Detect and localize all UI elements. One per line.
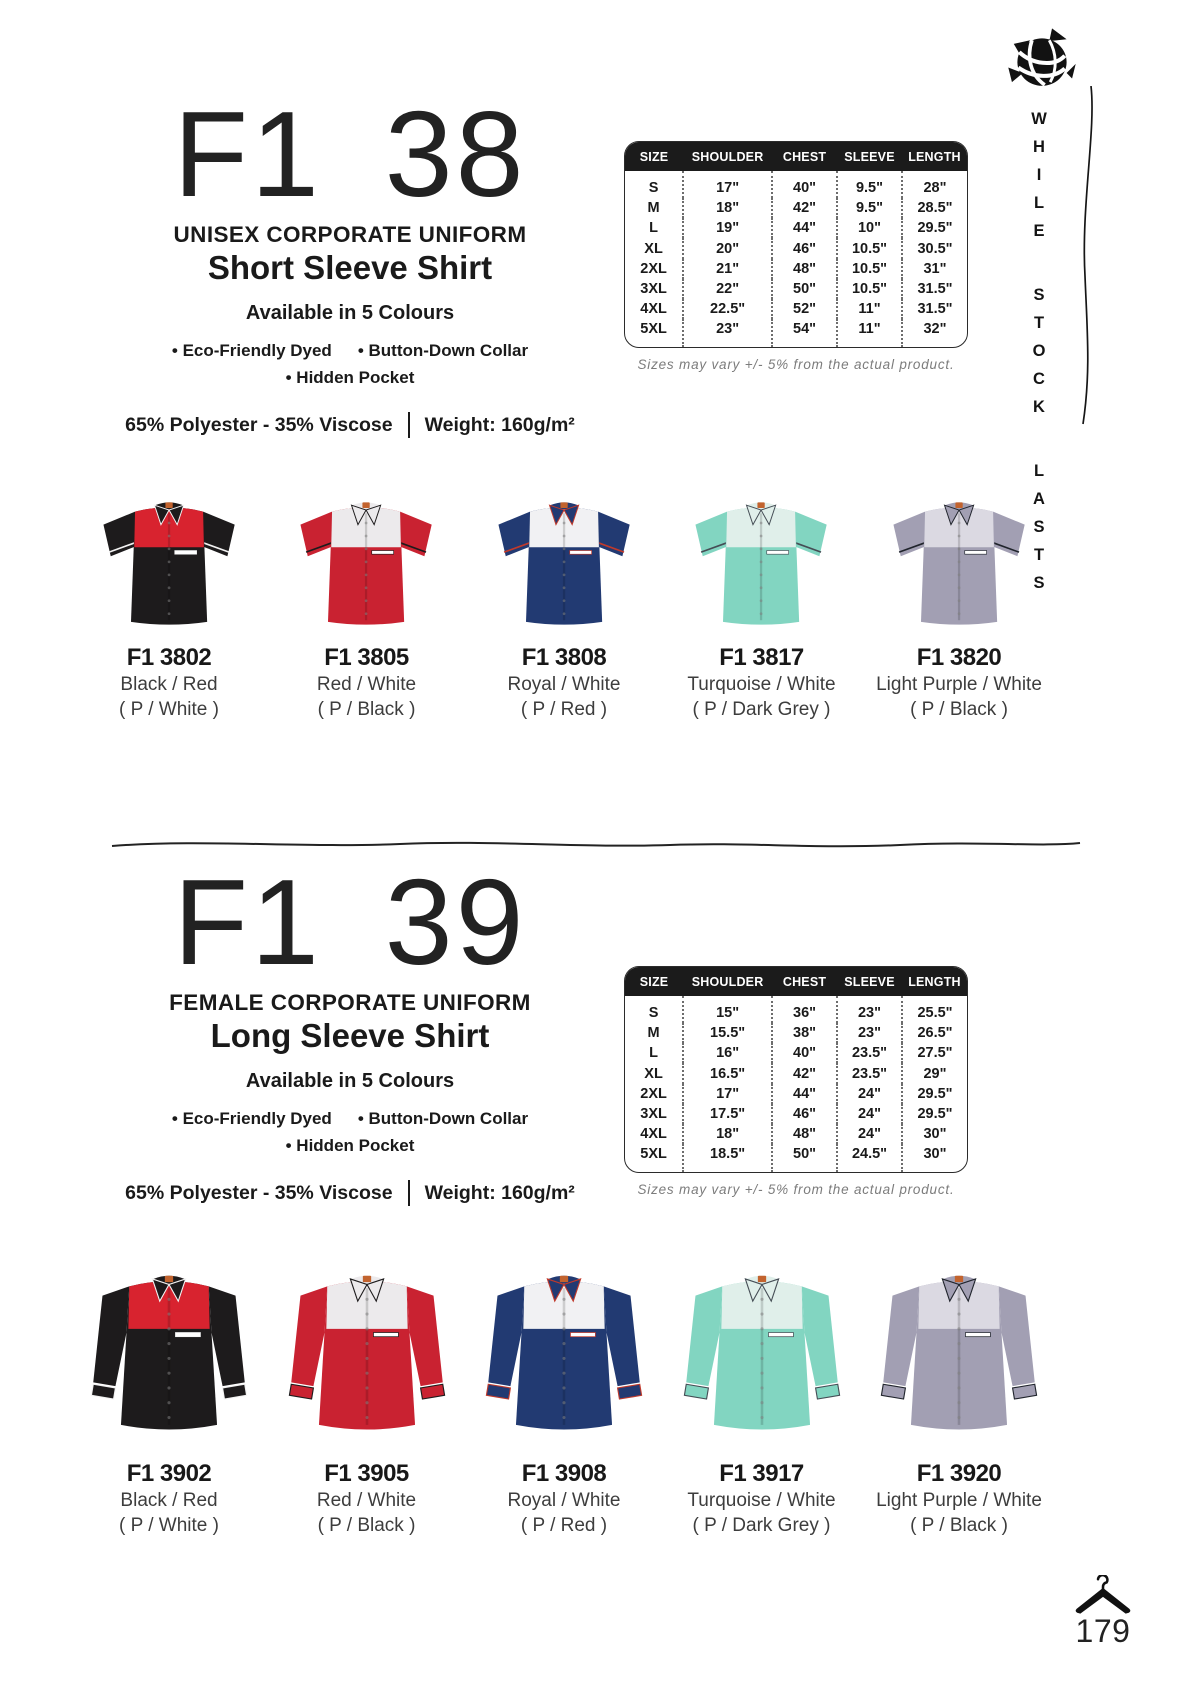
size-cell: 44" [772,1084,837,1104]
feature-item: • Eco-Friendly Dyed [172,1109,332,1129]
size-table-header-cell: CHEST [772,142,837,171]
size-cell: 9.5" [837,198,902,218]
product-colorway: Turquoise / White [687,674,836,695]
product-card [665,1240,859,1538]
size-cell: 2XL [640,260,667,277]
size-cell: L [649,220,658,237]
size-cell: 2XL [640,1085,667,1102]
size-cell: 28.5" [902,198,967,218]
size-table [624,141,968,348]
availability-label: Available in 5 Colours [245,1070,455,1093]
shirt-image-f1-3905 [270,1240,464,1450]
size-cell: 11" [837,299,902,319]
size-cell: 10.5" [837,238,902,258]
size-cell: 29.5" [902,1084,967,1104]
product-code: F1 3920 [916,1460,1002,1487]
product-info-block [100,86,600,438]
size-cell: 24" [837,1104,902,1124]
size-cell: 50" [772,279,837,299]
size-row [625,1063,967,1083]
size-cell: 31.5" [902,299,967,319]
size-cell: 27.5" [902,1043,967,1063]
size-table-header-cell: LENGTH [902,142,967,171]
size-row [625,171,967,198]
feature-item: • Hidden Pocket [286,1136,415,1156]
size-cell: 28" [902,171,967,198]
page-footer [1043,1575,1163,1650]
fabric-composition: 65% Polyester - 35% Viscose [125,413,393,436]
product-pocket-colour: ( P / Black ) [910,1515,1008,1537]
size-cell: 25.5" [902,996,967,1023]
size-row [625,996,967,1023]
size-cell: 22.5" [683,299,772,319]
size-cell: 46" [772,238,837,258]
size-cell: XL [644,240,663,257]
fabric-divider-bar [408,412,410,438]
product-code: F1 3917 [719,1460,804,1487]
size-cell: 29.5" [902,218,967,238]
feature-list [135,1109,565,1156]
size-note: Sizes may vary +/- 5% from the actual product. [637,1182,955,1198]
size-cell: 5XL [640,321,667,338]
product-colorway: Black / Red [120,674,218,695]
size-cell: 29" [902,1063,967,1083]
shirt-image-f1-3817 [665,476,859,634]
size-table-header-row [625,142,967,171]
size-cell: 31" [902,259,967,279]
size-cell: 40" [772,1043,837,1063]
size-cell: 23.5" [837,1063,902,1083]
fabric-weight: Weight: 160g/m² [424,1181,575,1204]
shirt-image-f1-3808 [467,476,661,634]
size-cell: L [649,1045,658,1062]
size-cell: 4XL [640,1126,667,1143]
size-cell: 52" [772,299,837,319]
availability-label: Available in 5 Colours [245,302,455,325]
product-code: F1 3802 [126,644,212,671]
size-cell: 19" [683,218,772,238]
product-card [72,476,266,722]
size-cell: 22" [683,279,772,299]
size-table-header-cell: SHOULDER [683,142,772,171]
fabric-spec [100,1180,600,1206]
size-row [625,1084,967,1104]
size-row [625,1124,967,1144]
size-cell: 17" [683,1084,772,1104]
product-card [467,476,661,722]
product-colorway: Red / White [316,1490,417,1511]
size-cell: S [648,180,659,196]
catalog-section-f1-39 [0,850,1191,1570]
size-cell: 15.5" [683,1023,772,1043]
product-pocket-colour: ( P / Dark Grey ) [692,699,831,721]
product-card [862,1240,1056,1538]
size-cell: 16" [683,1043,772,1063]
size-table-header-cell: SLEEVE [837,967,902,996]
size-cell: 36" [772,996,837,1023]
size-cell: 44" [772,218,837,238]
product-code: F1 3902 [126,1460,212,1487]
size-row [625,299,967,319]
size-cell: 23.5" [837,1043,902,1063]
size-table-header-cell: SIZE [625,142,683,171]
size-table-header-row [625,967,967,996]
feature-item: • Button-Down Collar [358,1109,528,1129]
size-row [625,279,967,299]
product-info-block [100,854,600,1206]
size-chart [624,141,968,372]
size-table-header-cell: SIZE [625,967,683,996]
size-cell: 30.5" [902,238,967,258]
product-row [72,476,1056,722]
size-cell: 11" [837,319,902,347]
feature-item: • Eco-Friendly Dyed [172,341,332,361]
product-row [72,1240,1056,1538]
size-row [625,1023,967,1043]
size-cell: 23" [683,319,772,347]
product-card [72,1240,266,1538]
product-card [665,476,859,722]
page-number: 179 [1075,1613,1131,1649]
section-divider-line [110,836,1082,852]
size-row [625,238,967,258]
size-cell: 17" [683,171,772,198]
size-cell: 24.5" [837,1144,902,1172]
size-row [625,319,967,347]
feature-item: • Button-Down Collar [358,341,528,361]
size-cell: 54" [772,319,837,347]
size-cell: 30" [902,1144,967,1172]
feature-list [135,341,565,388]
size-cell: 42" [772,198,837,218]
size-cell: S [648,1005,659,1021]
stock-banner-text: WHILE STOCK LASTS [1030,110,1048,602]
size-cell: 50" [772,1144,837,1172]
size-cell: 9.5" [837,171,902,198]
product-colorway: Royal / White [507,1490,621,1511]
size-cell: 30" [902,1124,967,1144]
product-type-label: Short Sleeve Shirt [207,249,493,287]
size-cell: 3XL [640,1105,667,1122]
shirt-image-f1-3802 [72,476,266,634]
product-colorway: Light Purple / White [876,1490,1042,1511]
shirt-image-f1-3920 [862,1240,1056,1450]
size-table-header-cell: SLEEVE [837,142,902,171]
size-table-header-cell: SHOULDER [683,967,772,996]
fabric-divider-bar [408,1180,410,1206]
size-cell: 42" [772,1063,837,1083]
size-chart [624,966,968,1197]
product-colorway: Royal / White [507,674,621,695]
product-code: F1 3817 [719,644,804,671]
size-cell: 3XL [640,280,667,297]
size-cell: 5XL [640,1146,667,1163]
shirt-image-f1-3820 [862,476,1056,634]
product-pocket-colour: ( P / White ) [119,1515,219,1537]
size-table-header-cell: LENGTH [902,967,967,996]
size-row [625,259,967,279]
size-cell: M [647,1025,660,1042]
size-cell: 26.5" [902,1023,967,1043]
size-cell: 48" [772,1124,837,1144]
product-code: F1 3905 [324,1460,409,1487]
size-row [625,1043,967,1063]
size-cell: 23" [837,996,902,1023]
fabric-composition: 65% Polyester - 35% Viscose [125,1181,393,1204]
size-note: Sizes may vary +/- 5% from the actual product. [637,357,955,373]
size-cell: 15" [683,996,772,1023]
product-code: F1 3908 [521,1460,607,1487]
product-colorway: Black / Red [120,1490,218,1511]
category-label: FEMALE CORPORATE UNIFORM [169,990,531,1016]
size-cell: XL [644,1065,663,1082]
section-title: F1 39 [173,854,527,990]
product-pocket-colour: ( P / White ) [119,699,219,721]
product-pocket-colour: ( P / Black ) [910,699,1008,721]
size-cell: 10.5" [837,279,902,299]
size-cell: M [647,200,660,217]
product-code: F1 3808 [521,644,607,671]
shirt-image-f1-3917 [665,1240,859,1450]
size-cell: 16.5" [683,1063,772,1083]
product-code: F1 3805 [324,644,409,671]
size-cell: 40" [772,171,837,198]
size-cell: 32" [902,319,967,347]
size-cell: 23" [837,1023,902,1043]
size-cell: 10" [837,218,902,238]
size-row [625,1144,967,1172]
hanger-icon [1074,1575,1132,1617]
product-pocket-colour: ( P / Red ) [520,699,608,721]
product-pocket-colour: ( P / Black ) [317,699,416,721]
size-table [624,966,968,1173]
shirt-image-f1-3902 [72,1240,266,1450]
shirt-image-f1-3908 [467,1240,661,1450]
size-table-header-cell: CHEST [772,967,837,996]
size-row [625,218,967,238]
fabric-weight: Weight: 160g/m² [424,413,575,436]
size-cell: 17.5" [683,1104,772,1124]
product-type-label: Long Sleeve Shirt [210,1017,490,1055]
product-colorway: Red / White [316,674,417,695]
section-title: F1 38 [173,86,527,222]
size-cell: 18" [683,1124,772,1144]
size-row [625,1104,967,1124]
size-cell: 20" [683,238,772,258]
size-cell: 46" [772,1104,837,1124]
size-cell: 18" [683,198,772,218]
product-card [862,476,1056,722]
size-cell: 24" [837,1124,902,1144]
size-row [625,198,967,218]
size-cell: 4XL [640,301,667,318]
product-colorway: Light Purple / White [876,674,1042,695]
shirt-image-f1-3805 [270,476,464,634]
size-cell: 18.5" [683,1144,772,1172]
size-cell: 31.5" [902,279,967,299]
product-card [270,1240,464,1538]
feature-item: • Hidden Pocket [286,368,415,388]
product-code: F1 3820 [916,644,1002,671]
size-cell: 24" [837,1084,902,1104]
product-card [467,1240,661,1538]
size-cell: 21" [683,259,772,279]
product-colorway: Turquoise / White [687,1490,836,1511]
product-pocket-colour: ( P / Dark Grey ) [692,1515,831,1537]
product-card [270,476,464,722]
fabric-spec [100,412,600,438]
size-cell: 38" [772,1023,837,1043]
size-cell: 29.5" [902,1104,967,1124]
size-cell: 10.5" [837,259,902,279]
catalog-section-f1-38 [0,86,1191,746]
category-label: UNISEX CORPORATE UNIFORM [173,222,527,248]
product-pocket-colour: ( P / Red ) [520,1515,608,1537]
product-pocket-colour: ( P / Black ) [317,1515,416,1537]
size-cell: 48" [772,259,837,279]
